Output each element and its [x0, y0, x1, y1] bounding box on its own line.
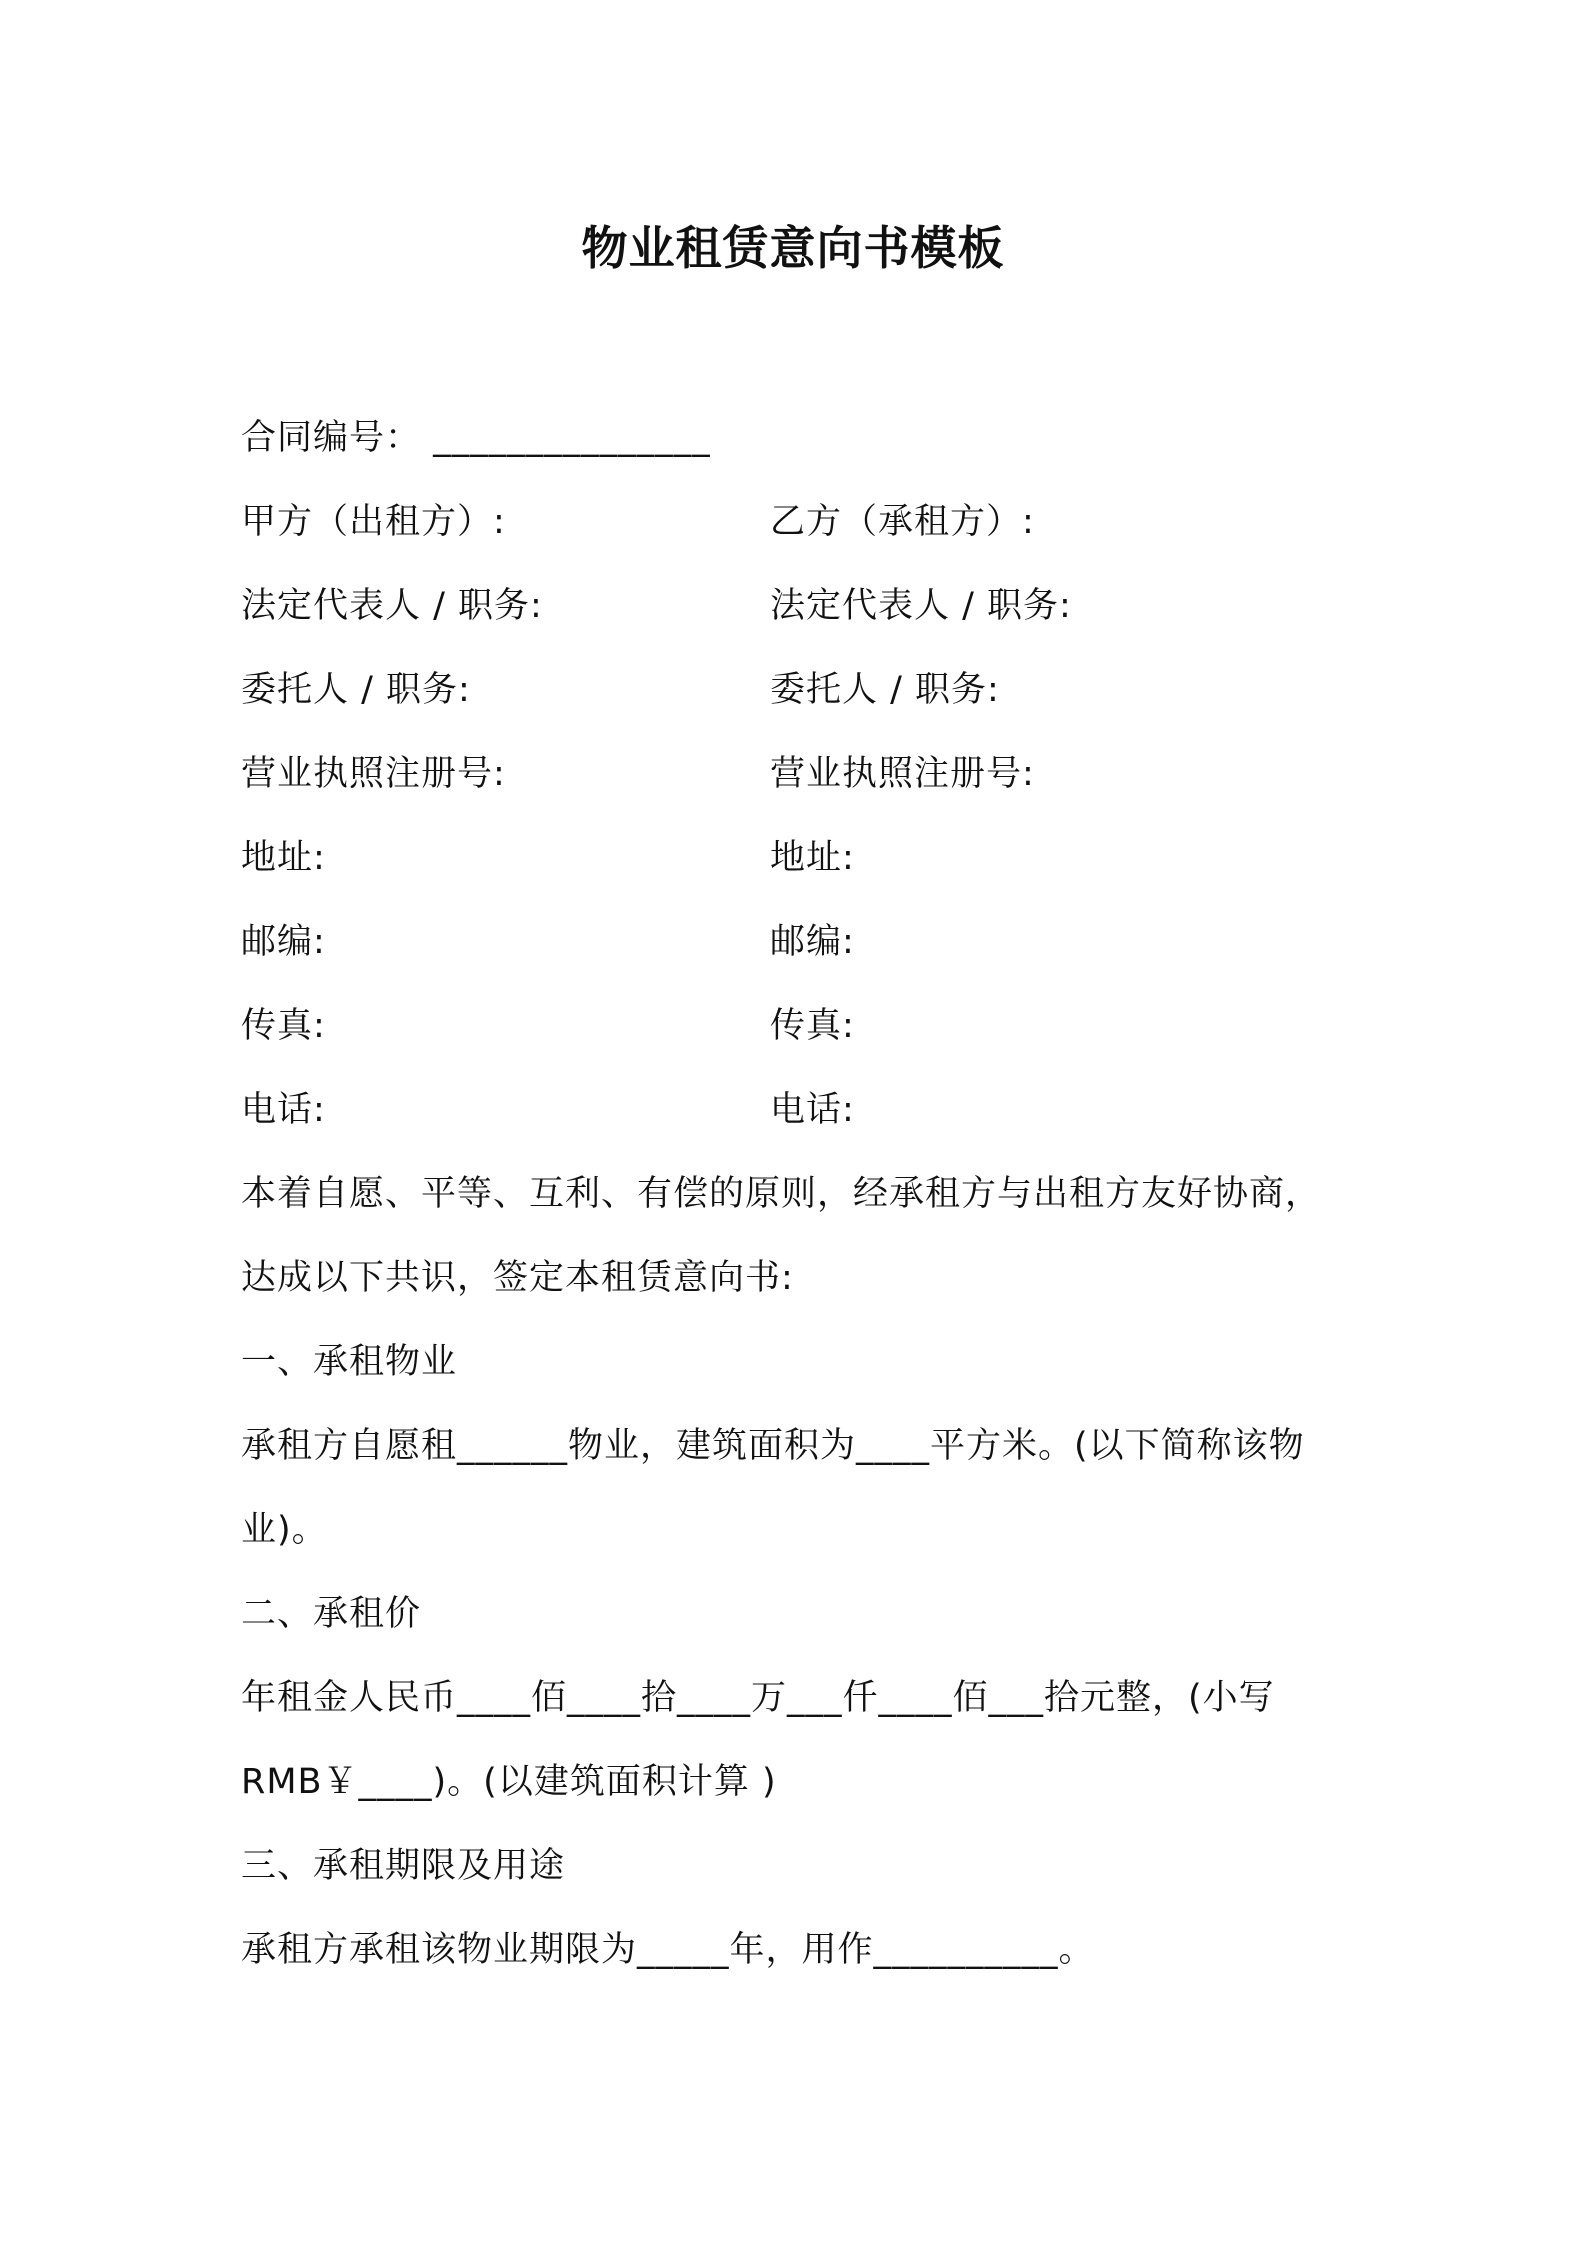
party-b-postcode: 邮编:	[770, 922, 855, 962]
section-3-text-line-1: 承租方承租该物业期限为_____年，用作__________。	[241, 1930, 1095, 1970]
party-b-license: 营业执照注册号:	[770, 754, 1035, 794]
party-a-address: 地址:	[241, 838, 326, 878]
section-2-text-line-2: RMB￥____)。(以建筑面积计算 )	[241, 1762, 777, 1802]
section-2-text-line-1: 年租金人民币____佰____拾____万___仟____佰___拾元整，(小写	[241, 1678, 1275, 1718]
party-a-fax: 传真:	[241, 1006, 326, 1046]
section-1-text-line-2: 业)。	[241, 1510, 328, 1550]
party-b-address: 地址:	[770, 838, 855, 878]
party-b-phone: 电话:	[770, 1090, 855, 1130]
party-a-agent: 委托人 / 职务:	[241, 670, 471, 710]
section-1-text-line-1: 承租方自愿租______物业，建筑面积为____平方米。(以下简称该物	[241, 1426, 1305, 1466]
party-a-license: 营业执照注册号:	[241, 754, 506, 794]
intro-paragraph-line-1: 本着自愿、平等、互利、有偿的原则，经承租方与出租方友好协商，	[241, 1174, 1322, 1214]
party-a-phone: 电话:	[241, 1090, 326, 1130]
party-a-representative: 法定代表人 / 职务:	[241, 586, 543, 626]
party-a-name: 甲方（出租方）:	[241, 502, 506, 542]
document-title: 物业租赁意向书模板	[581, 221, 1005, 275]
party-b-representative: 法定代表人 / 职务:	[770, 586, 1072, 626]
party-b-name: 乙方（承租方）:	[770, 502, 1035, 542]
section-1-heading: 一、承租物业	[241, 1342, 458, 1382]
contract-number: 合同编号： _______________	[241, 418, 711, 458]
section-2-heading: 二、承租价	[241, 1594, 422, 1634]
party-b-fax: 传真:	[770, 1006, 855, 1046]
party-a-postcode: 邮编:	[241, 922, 326, 962]
section-3-heading: 三、承租期限及用途	[241, 1846, 566, 1886]
party-b-agent: 委托人 / 职务:	[770, 670, 1000, 710]
intro-paragraph-line-2: 达成以下共识，签定本租赁意向书:	[241, 1258, 794, 1298]
